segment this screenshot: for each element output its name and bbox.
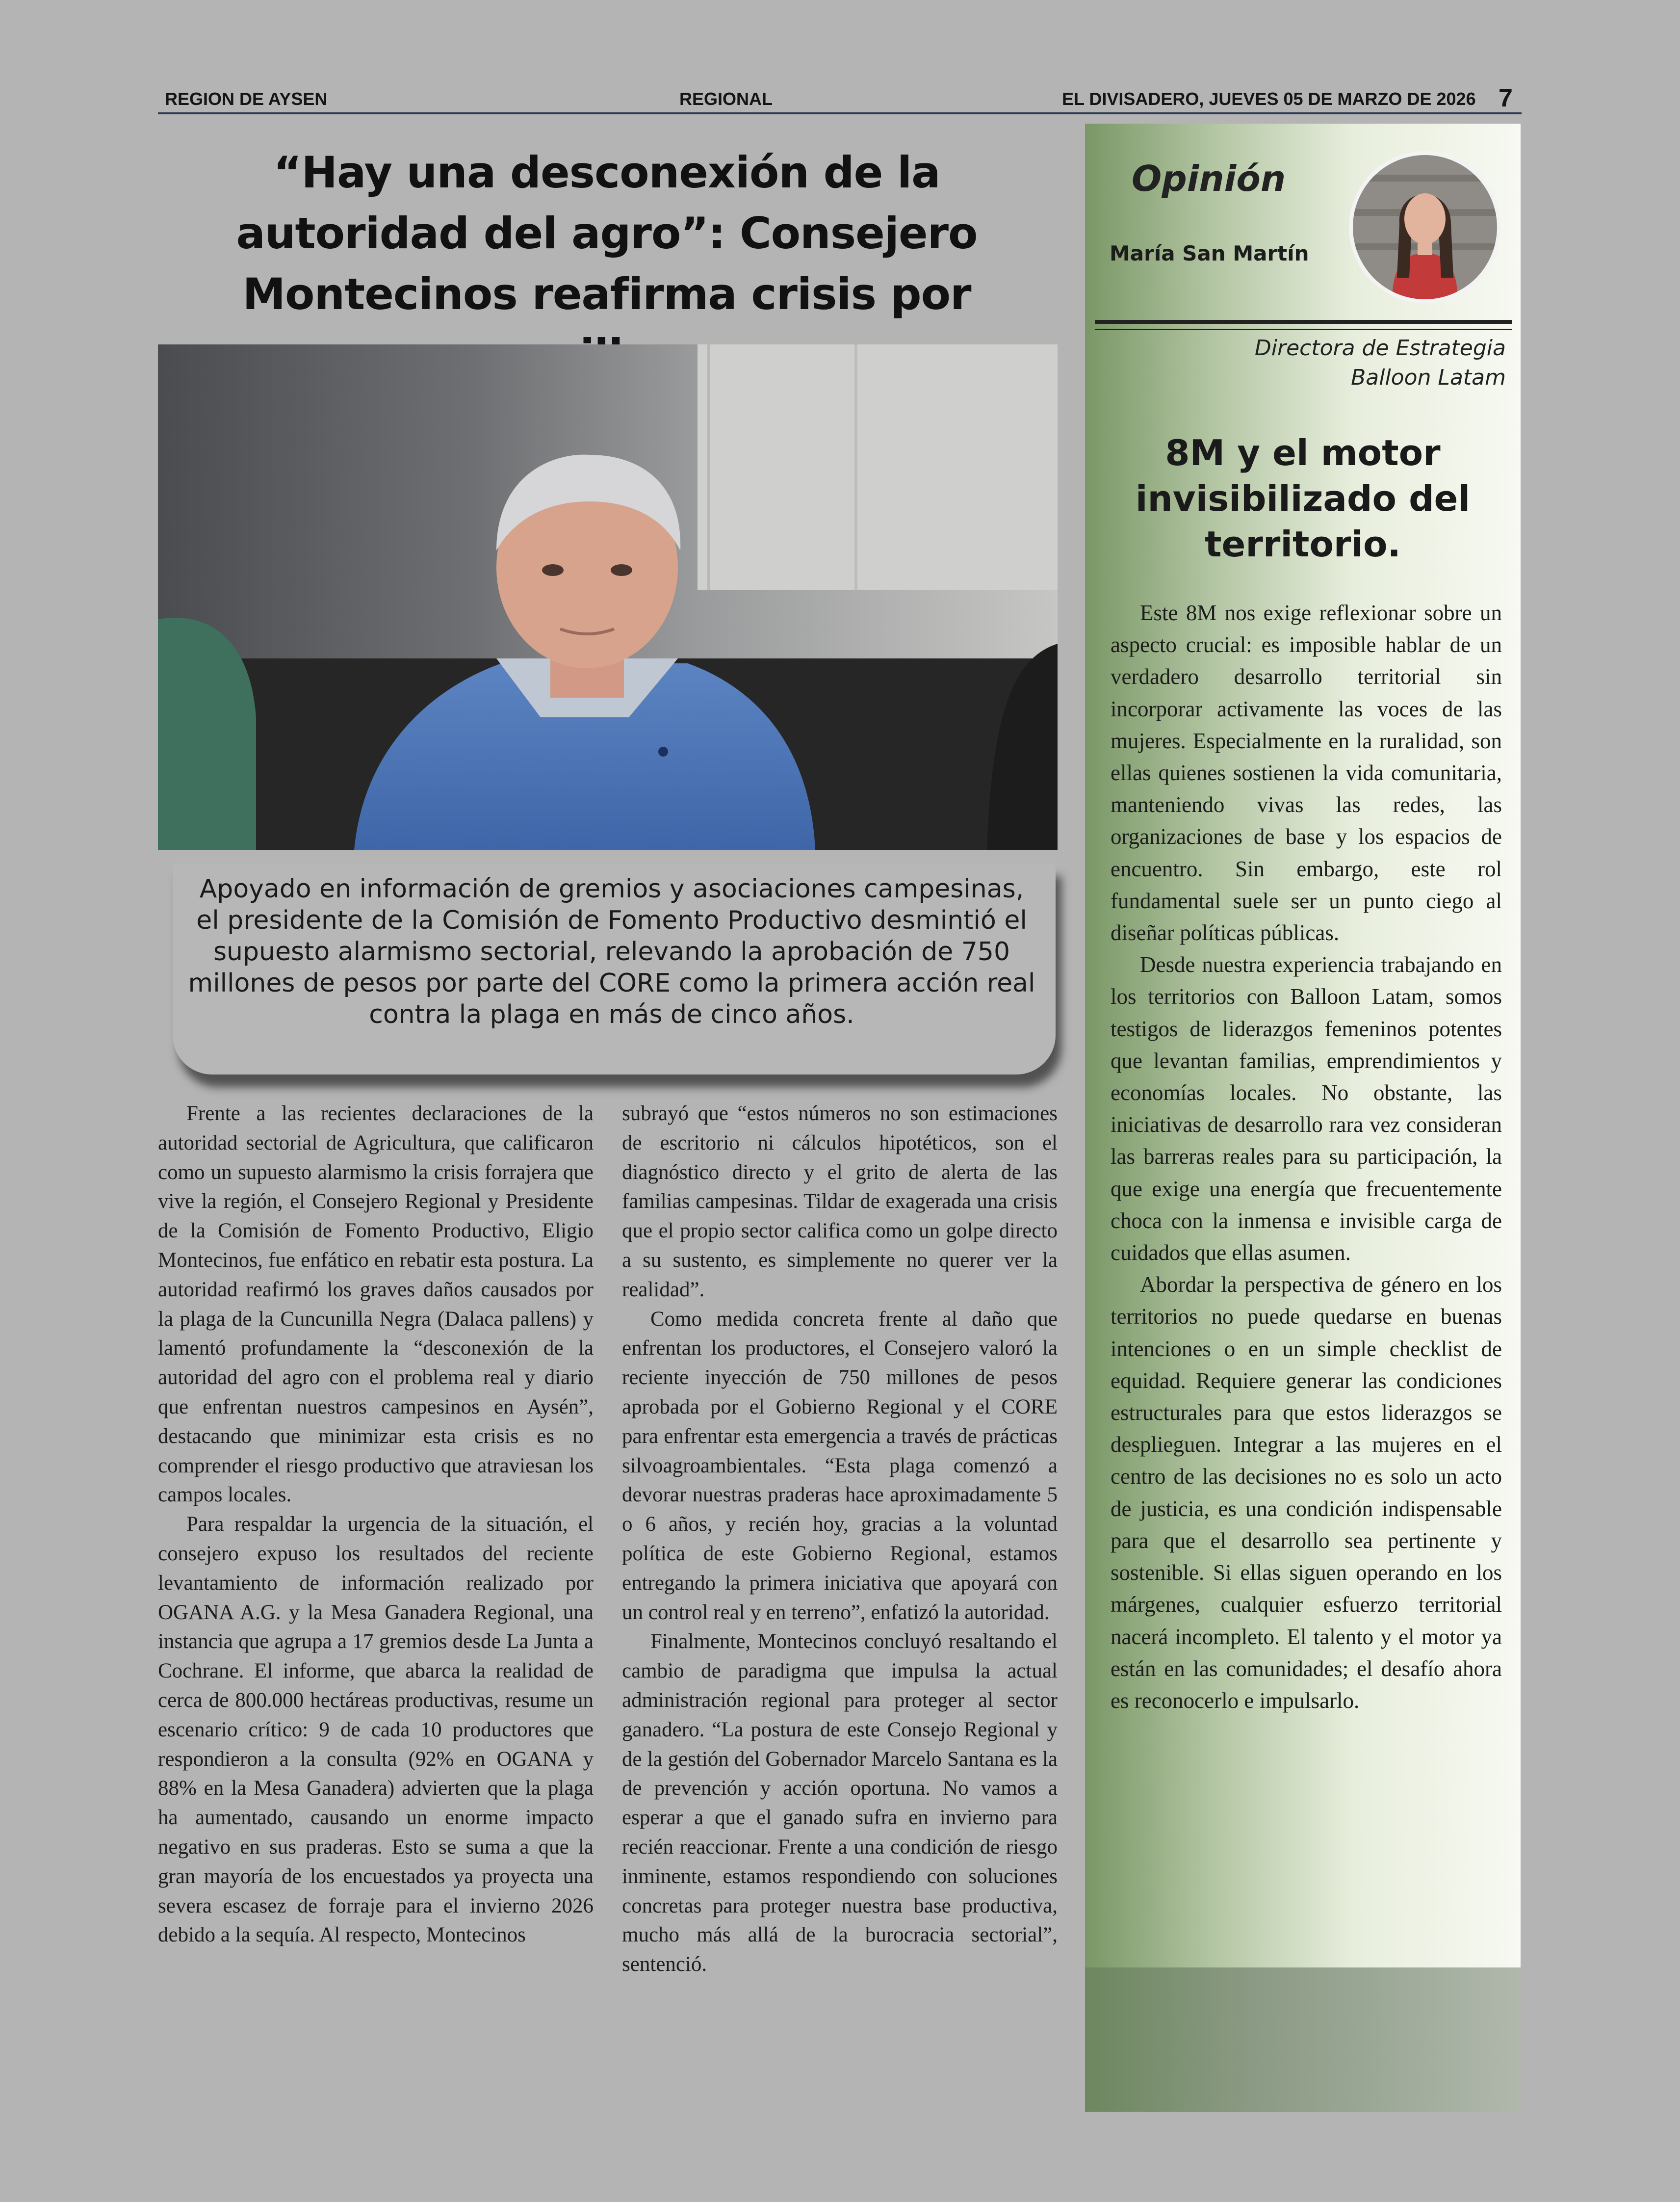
sidebar-rule: [1095, 320, 1512, 324]
sidebar-footer-band: [1085, 1967, 1521, 2112]
opinion-paragraph: Desde nuestra experiencia trabajando en los territorios con Balloon Latam, somos testigos de liderazgos femeninos potentes que levantan familias, emprendimientos y economías locales. No obstante, las iniciativas de desarrollo rara vez consideran las barreras reales para su participación, la que exige una energía que frecuentemente choca con la inmensa e invisible carga de cuidados que ellas asumen.: [1111, 952, 1502, 1265]
opinion-paragraph: Abordar la perspectiva de género en los territorios no puede quedarse en buenas intenciones o en un simple checklist de equidad. Requiere generar las condiciones estructurales para que estos liderazgos se desplieguen. Integrar a las mujeres en el centro de las decisiones no es solo un acto de justicia, es una condición indispensable para que el desarrollo sea pertinente y sostenible. Si ellas siguen operando en los márgenes, cualquier esfuerzo territorial nacerá incompleto. El talento y el motor ya están en las comunidades; el desafío ahora es reconocerlo e impulsarlo.: [1111, 1272, 1502, 1713]
article-paragraph: subrayó que “estos números no son estimaciones de escritorio ni cálculos hipotéticos, son el diagnóstico directo y el grito de alerta de las familias campesinas. Tildar de exagerada una crisis que el propio sector califica como un golpe directo a su sustento, es simplemente no querer ver la realidad”.: [622, 1102, 1058, 1301]
opinion-sidebar: [1085, 124, 1521, 2112]
author-organization: Balloon Latam: [1351, 365, 1506, 390]
article-paragraph: Como medida concreta frente al daño que enfrentan los productores, el Consejero valoró la reciente inyección de 750 millones de pesos aprobada por el Gobierno Regional y el CORE para enfrentar esta emergencia a través de prácticas silvoagroambientales. “Esta plaga comenzó a devorar nuestras praderas hace aproximadamente 5 o 6 años, y recién hoy, gracias a la voluntad política de este Gobierno Regional, estamos entregando la primera iniciativa que apoyará con un control real y en terreno”, enfatizó la autoridad.: [622, 1307, 1058, 1624]
article-paragraph: Finalmente, Montecinos concluyó resaltando el cambio de paradigma que impulsa la actual administración regional para proteger al sector ganadero. “La postura de este Consejo Regional y de la gestión del Gobernador Marcelo Santana es la de prevención y acción oportuna. No vamos a esperar a que el ganado sufra en invierno para recién reaccionar. Frente a una condición de riesgo inminente, estamos respondiendo con soluciones concretas para proteger nuestra base productiva, mucho más allá de la burocracia sectorial”, sentenció.: [622, 1630, 1058, 1976]
article-paragraph: Frente a las recientes declaraciones de la autoridad sectorial de Agricultura, que calificaron como un supuesto alarmismo la crisis forrajera que vive la región, el Consejero Regional y Presidente de la Comisión de Fomento Productivo, Eligio Montecinos, fue enfático en rebatir esta postura. La autoridad reafirmó los graves daños causados por la plaga de la Cuncunilla Negra (Dalaca pallens) y lamentó profundamente la “desconexión de la autoridad del agro con el problema real y diario que enfrentan nuestros campesinos en Aysén”, destacando que minimizar esta crisis es no comprender el riesgo productivo que atraviesan los campos locales.: [158, 1102, 594, 1507]
opinion-paragraph: Este 8M nos exige reflexionar sobre un aspecto crucial: es imposible hablar de un verdadero desarrollo territorial sin incorporar activamente las voces de las mujeres. Especialmente en la ruralidad, son ellas quienes sostienen la vida comunitaria, manteniendo vivas las redes, las organizaciones de base y los espacios de encuentro. Sin embargo, este rol fundamental suele ser un punto ciego al diseñar políticas públicas.: [1111, 601, 1502, 945]
article-summary: Apoyado en información de gremios y asociaciones campesinas, el presidente de la Comisión de Fomento Productivo desmintió el supuesto alarmismo sectorial, relevando la aprobación de 750 millones de pesos por parte del CORE como la primera acción real contra la plaga en más de cinco años.: [188, 874, 1035, 1029]
article-paragraph: Para respaldar la urgencia de la situación, el consejero expuso los resultados del reciente levantamiento de información realizado por OGANA A.G. y la Mesa Ganadera Regional, una instancia que agrupa a 17 gremios desde La Junta a Cochrane. El informe, que abarca la realidad de cerca de 800.000 hectáreas productivas, resume un escenario crítico: 9 de cada 10 productores que respondieron a la consulta (92% en OGANA y 88% en la Mesa Ganadera) advierten que la plaga ha aumentado, causando un enorme impacto negativo en sus praderas. Esto se suma a que la gran mayoría de los encuestados ya proyecta una severa escasez de forraje para el invierno 2026 debido a la sequía. Al respecto, Montecinos: [158, 1513, 594, 1947]
author-name: María San Martín: [1110, 241, 1309, 265]
author-avatar: [1349, 151, 1501, 303]
article-column-2: [622, 1099, 1058, 1979]
section-center-label: REGIONAL: [679, 89, 773, 109]
page-number: 7: [1499, 84, 1513, 112]
article-column-1: [158, 1099, 594, 1950]
article-photo: [158, 344, 1058, 850]
paper-date: EL DIVISADERO, JUEVES 05 DE MARZO DE 2026: [1062, 89, 1476, 109]
opinion-headline: 8M y el motor invisibilizado del territorio.: [1135, 432, 1471, 565]
article-headline: “Hay una desconexión de la autoridad del agro”: Consejero Montecinos reafirma crisis por: [236, 147, 978, 319]
section-label: REGION DE AYSEN: [165, 89, 328, 109]
header-rule: [158, 112, 1522, 114]
avatar-illustration: [1353, 155, 1497, 299]
opinion-label: Opinión: [1132, 158, 1286, 199]
author-role: [1255, 334, 1506, 393]
author-role-title: Directora de Estrategia: [1254, 336, 1506, 361]
photo-illustration: [158, 344, 1058, 850]
opinion-body: [1111, 597, 1502, 1717]
article-summary-box: [173, 864, 1056, 1075]
sidebar-rule-thin: [1095, 329, 1512, 330]
